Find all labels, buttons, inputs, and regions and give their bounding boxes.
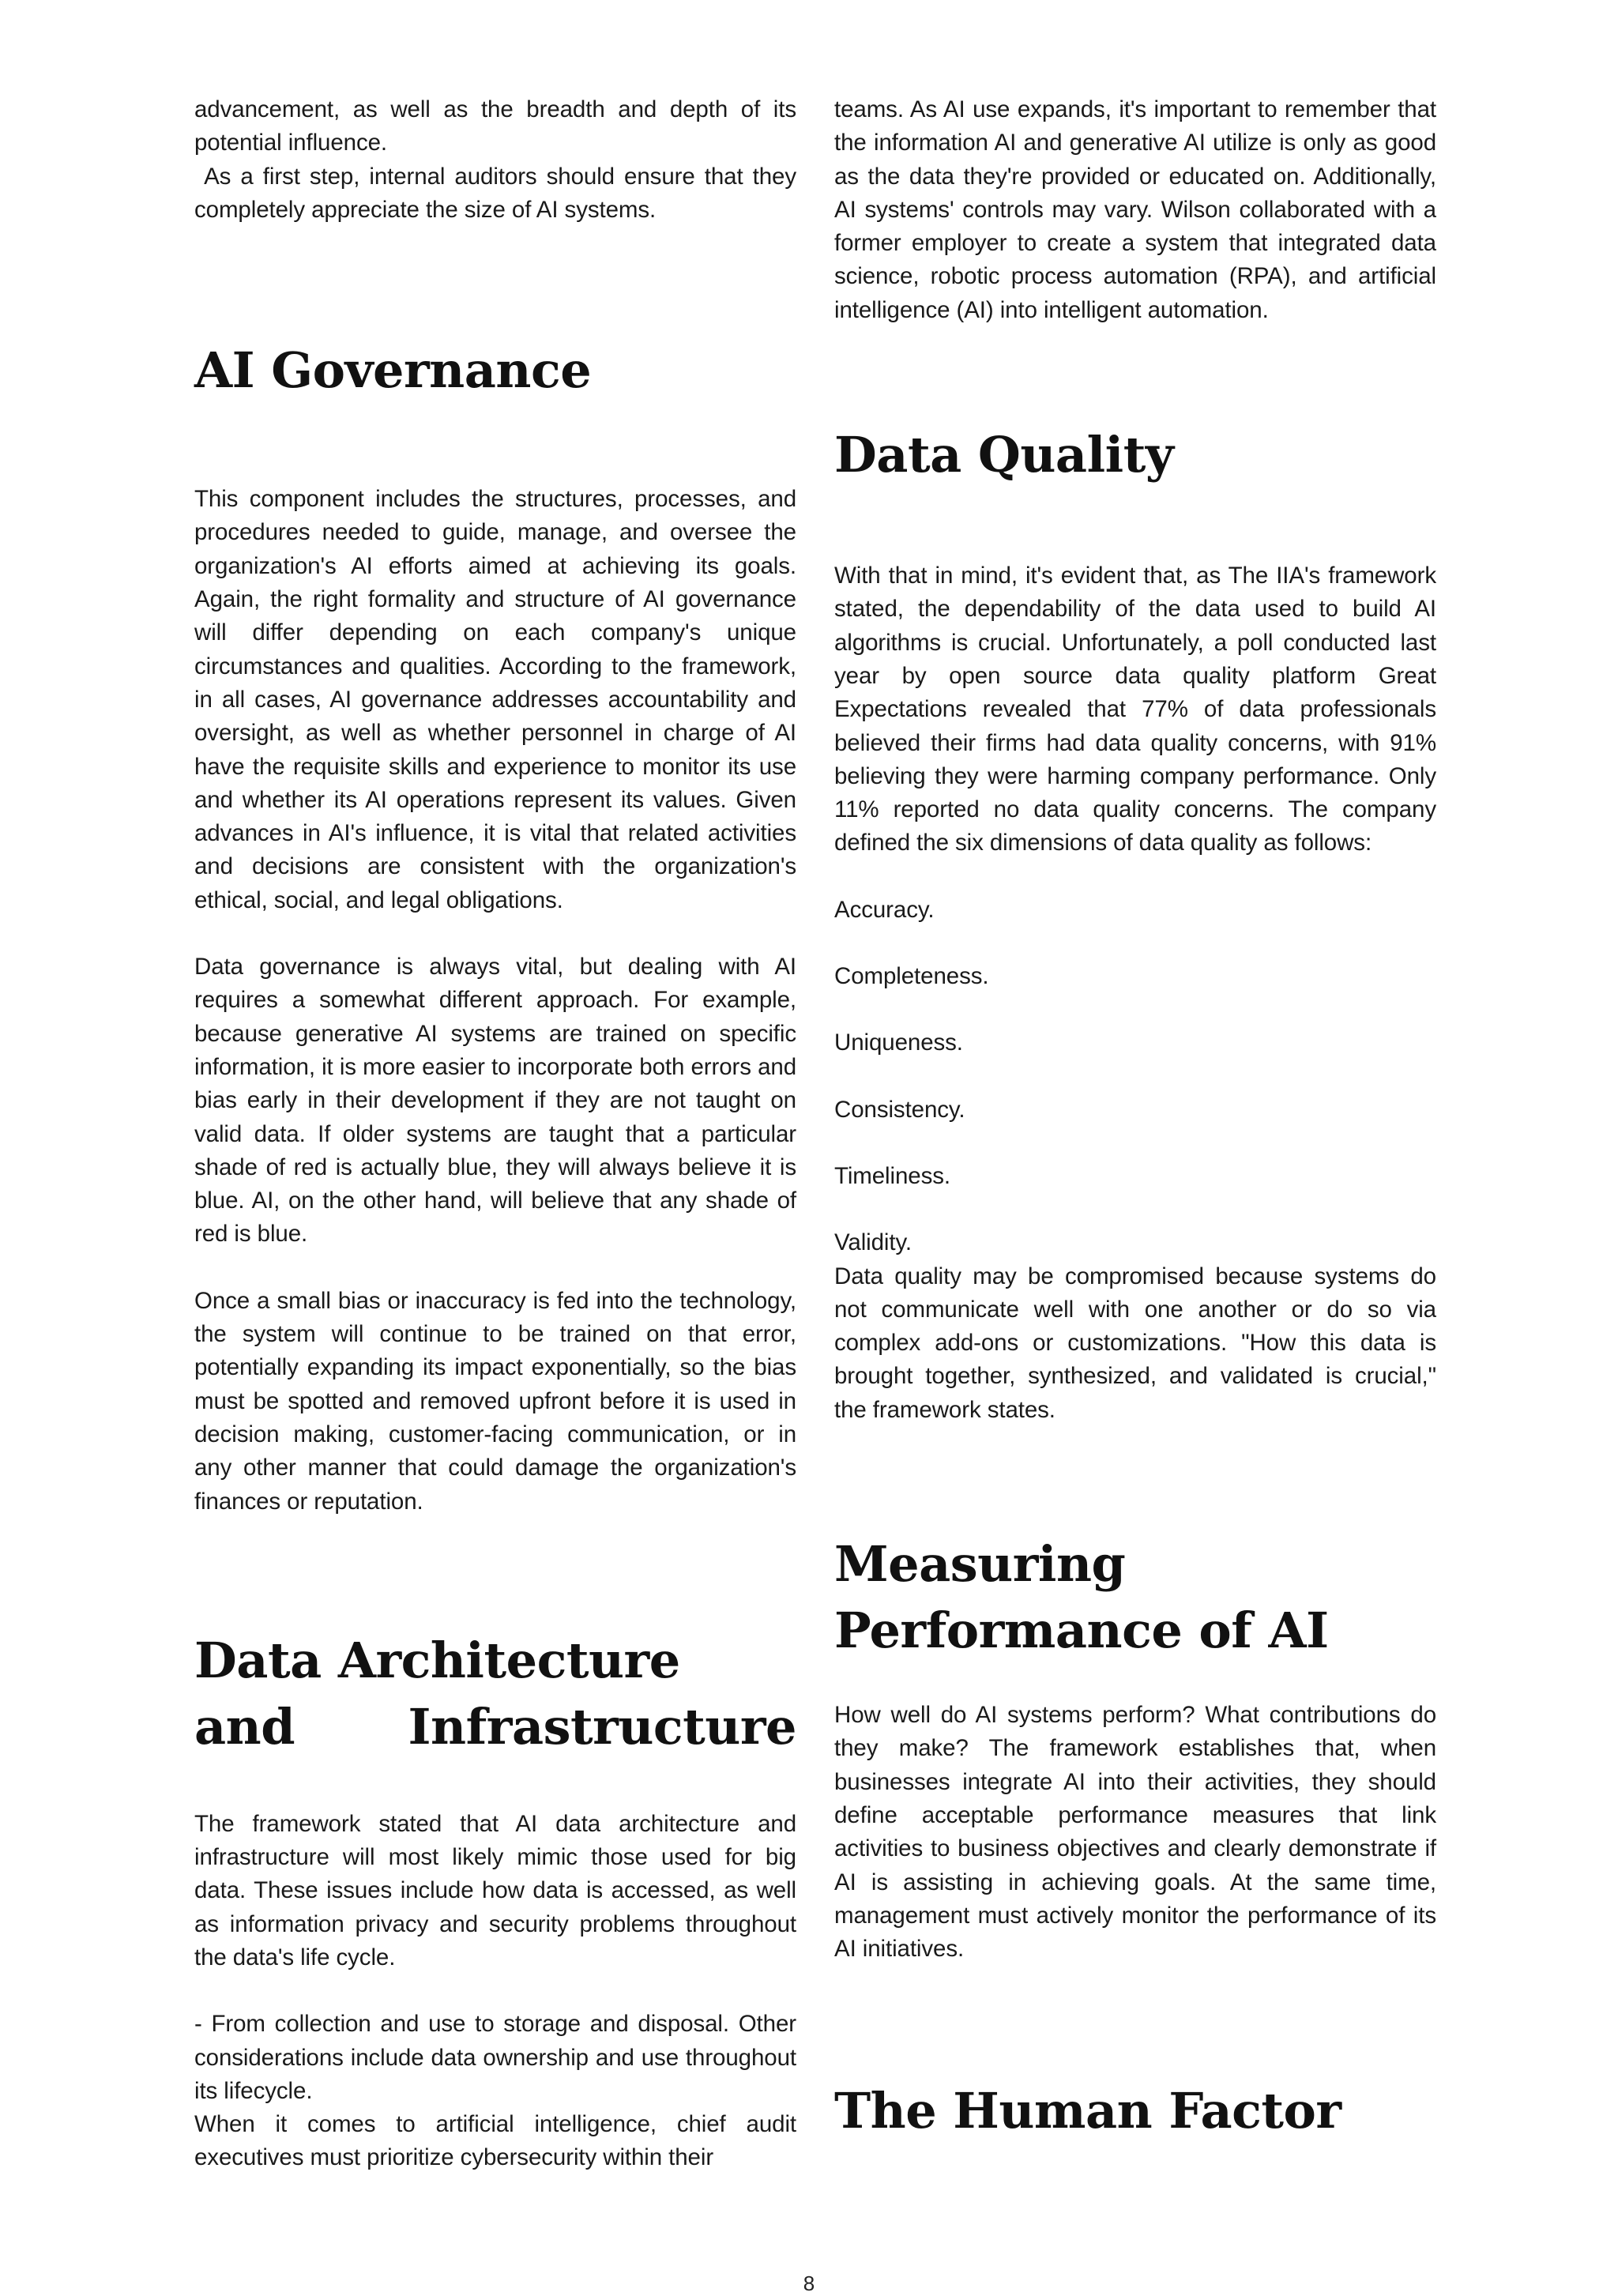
paragraph-spacer: [194, 1252, 796, 1285]
paragraph-spacer: [834, 927, 1436, 960]
dimension-validity: Validity.: [834, 1229, 912, 1256]
measuring-heading-line-1: Measuring: [834, 1535, 1126, 1594]
right-column: [834, 93, 1436, 2144]
measuring-performance-paragraph: How well do AI systems perform? What contributions do they make? The framework establishes that, when businesses integrate AI into their activities, they should define acceptable performance measures that link activities to business objectives and clearly demonstrate if AI is assisting in achieving goals. At the same time, management must actively monitor the performance of its AI initiatives.: [834, 1702, 1436, 1963]
paragraph-spacer: [194, 1974, 796, 2008]
dimension-uniqueness: Uniqueness.: [834, 1029, 963, 1056]
architecture-paragraph-1: The framework stated that AI data architecture and infrastructure will most likely mimic those used for big data. These issues include how data is accessed, as well as information privacy and security problems throughout the data's life cycle.: [194, 1810, 796, 1970]
measuring-heading-line-2: Performance of AI: [834, 1602, 1329, 1660]
right-intro-paragraph: teams. As AI use expands, it's important to remember that the information AI and generative AI utilize is only as good as the data they're provided or educated on. Additionally, AI systems' controls may vary. Wilson collaborated with a former employer to create a system that integrated data science, robotic process automation (RPA), and artificial intelligence (AI) into intelligent automation.: [834, 96, 1436, 323]
paragraph-spacer: [194, 917, 796, 950]
dimension-consistency: Consistency.: [834, 1096, 965, 1123]
left-intro-paragraph-1: advancement, as well as the breadth and depth of its potential influence.: [194, 96, 796, 156]
governance-paragraph-2: Data governance is always vital, but dealing with AI requires a somewhat different approach. For example, because generative AI systems are trained on specific information, it is more easier to incorporate both errors and bias early in their development if they are not taught on valid data. If older systems are taught that a particular shade of red is actually blue, they will always believe it is blue. AI, on the other hand, will believe that any shade of red is blue.: [194, 954, 796, 1248]
data-architecture-heading: Data Architecture and Infrastructure: [194, 1631, 796, 1756]
governance-paragraph-1: This component includes the structures, processes, and procedures needed to guide, manage, and oversee the organization's AI efforts aimed at achieving its goals. Again, the right formality and structure of AI governance will differ depending on each company's unique circumstances and qualities. According to the framework, in all cases, AI governance addresses accountability and oversight, as well as whether personnel in charge of AI have the requisite skills and experience to monitor its use and whether its AI operations represent its values. Given advances in AI's influence, it is vital that related activities and decisions are consistent with the organization's ethical, social, and legal obligations.: [194, 486, 796, 913]
ai-governance-heading: AI Governance: [194, 341, 592, 400]
dimension-accuracy: Accuracy.: [834, 896, 935, 923]
paragraph-spacer: [834, 993, 1436, 1026]
architecture-paragraph-2: - From collection and use to storage and disposal. Other considerations include data ownership and use throughout its lifecycle.: [194, 2011, 796, 2104]
left-column: [194, 93, 803, 2175]
data-quality-paragraph: With that in mind, it's evident that, as The IIA's framework stated, the dependability of the data used to build AI algorithms is crucial. Unfortunately, a poll conducted last year by open source data quality platform Great Expectations revealed that 77% of data professionals believed their firms had data quality concerns, with 91% believing they were harming company performance. Only 11% reported no data quality concerns. The company defined the six dimensions of data quality as follows:: [834, 563, 1436, 856]
paragraph-spacer: [834, 1127, 1436, 1160]
dimension-completeness: Completeness.: [834, 963, 989, 990]
paragraph-spacer: [834, 1193, 1436, 1226]
dimension-timeliness: Timeliness.: [834, 1162, 950, 1189]
measuring-performance-heading: [834, 1531, 1436, 1664]
paragraph-spacer: [834, 860, 1436, 894]
architecture-paragraph-3: When it comes to artificial intelligence, chief audit executives must prioritize cybersecurity within their: [194, 2111, 796, 2171]
data-quality-closing-paragraph: Data quality may be compromised because systems do not communicate well with one another or do so via complex add-ons or customizations. "How this data is brought together, synthesized, and validated is crucial," the framework states.: [834, 1263, 1436, 1423]
governance-paragraph-3: Once a small bias or inaccuracy is fed into the technology, the system will continue to be trained on that error, potentially expanding its impact exponentially, so the bias must be spotted and removed upfront before it is used in decision making, customer-facing communication, or in any other manner that could damage the organization's finances or reputation.: [194, 1287, 796, 1515]
left-intro-paragraph-2: As a first step, internal auditors should ensure that they completely appreciate the size of AI systems.: [194, 163, 803, 223]
paragraph-spacer: [834, 1060, 1436, 1093]
human-factor-heading: The Human Factor: [834, 2082, 1341, 2140]
data-quality-heading: Data Quality: [834, 426, 1174, 484]
page-number: 8: [803, 2272, 815, 2295]
